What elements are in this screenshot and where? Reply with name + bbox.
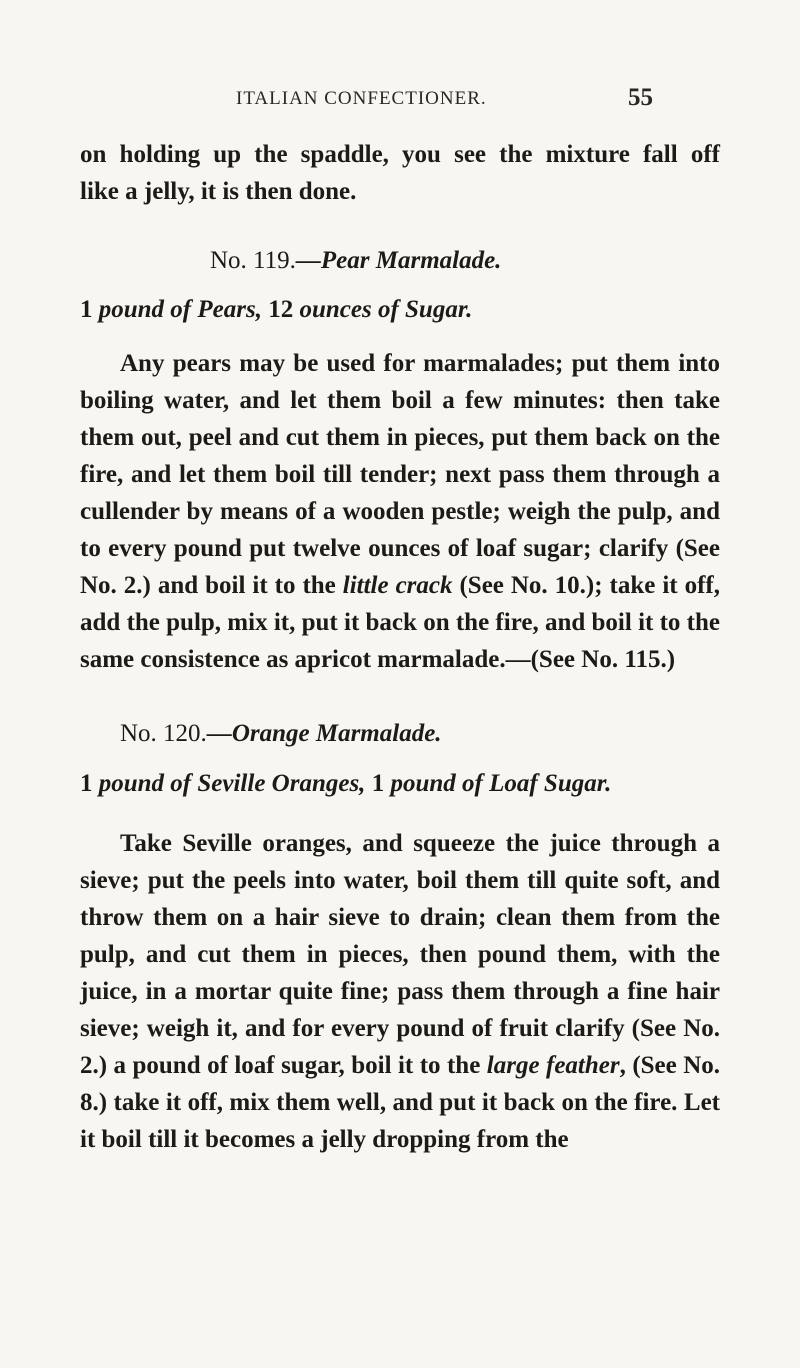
ingredient-quantity: 1 [371, 770, 391, 797]
recipe-119-title: —Pear Marmalade. [295, 247, 502, 274]
page-number: 55 [628, 84, 653, 111]
recipe-119-ingredients [80, 296, 472, 324]
ingredient-item: pound of Loaf Sugar. [390, 770, 612, 797]
recipe-119-body-italic: little crack [342, 572, 453, 599]
continuation-line-2: like a jelly, it is then done. [80, 178, 357, 205]
ingredient-item: ounces of Sugar. [299, 296, 473, 323]
ingredient-quantity: 1 [80, 296, 99, 323]
ingredient-quantity: 12 [268, 296, 300, 323]
recipe-119-heading [210, 247, 501, 275]
ingredient-quantity: 1 [80, 770, 99, 797]
recipe-120-ingredients [80, 770, 611, 798]
recipe-119-body-text-1: Any pears may be used for marmalades; put them into boiling water, and let them boil a few minutes: then take them out, peel and cut them in pieces, put them back on the fire, and let them boil till tender; next pass them through a cullender by means of a wooden pestle; weigh the pulp, and to every pound put twelve ounces of loaf sugar; clarify (See No. 2.) and boil it to the [80, 350, 720, 599]
running-head: ITALIAN CONFECTIONER. [236, 88, 487, 109]
recipe-120-body-text-2: , (See No. 8.) take it off, mix them well, and put it back on the fire. Let it boil till it becomes a jelly dropping from the [80, 1052, 721, 1153]
ingredient-item: pound of Pears, [98, 296, 269, 323]
recipe-120-heading [120, 720, 442, 748]
recipe-120-number: No. 120. [120, 720, 207, 747]
recipe-120-body [80, 825, 720, 1158]
recipe-119-body-text-2: (See No. 10.); take it off, add the pulp, mix it, put it back on the fire, and boil it to the same consistence as apricot marmalade.—(See No. 115.) [80, 572, 721, 673]
recipe-120-body-italic: large feather [486, 1052, 620, 1079]
recipe-120-title: —Orange Marmalade. [206, 720, 442, 747]
ingredient-item: pound of Seville Oranges, [98, 770, 372, 797]
recipe-119-body [80, 345, 720, 678]
recipe-119-number: No. 119. [210, 247, 296, 274]
continuation-line-1: on holding up the spaddle, you see the mixture fall off [80, 141, 720, 168]
recipe-120-body-text-1: Take Seville oranges, and squeeze the juice through a sieve; put the peels into water, boil them till quite soft, and throw them on a hair sieve to drain; clean them from the pulp, and cut them in pieces, then pound them, with the juice, in a mortar quite fine; pass them through a fine hair sieve; weigh it, and for every pound of fruit clarify (See No. 2.) a pound of loaf sugar, boil it to the [80, 830, 720, 1079]
